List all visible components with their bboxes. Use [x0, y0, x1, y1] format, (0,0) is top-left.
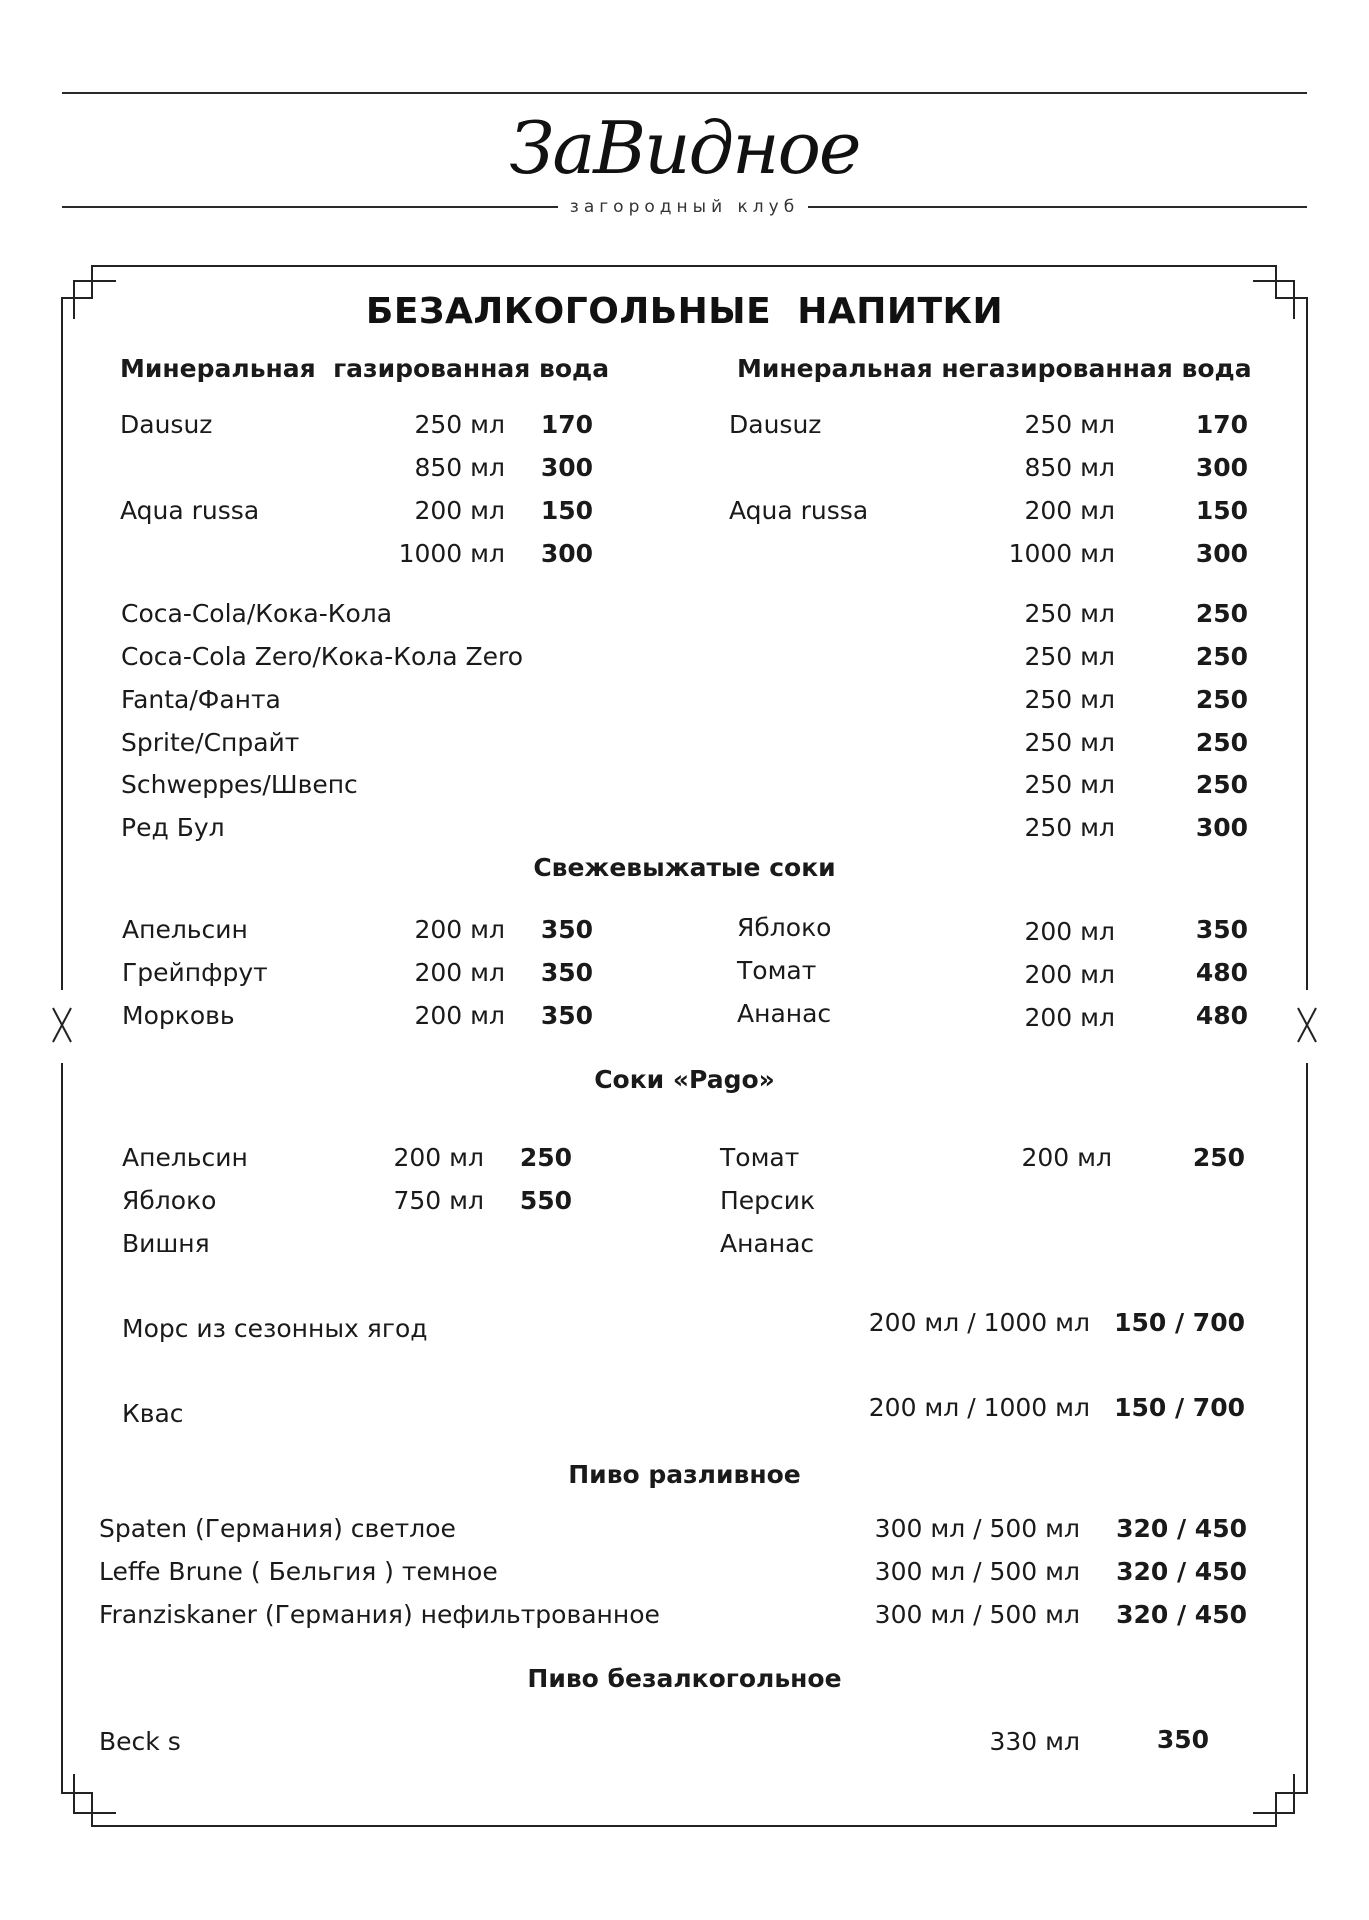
item-volume: 200 мл — [1024, 960, 1115, 989]
item-volume: 850 мл — [1024, 453, 1115, 482]
item-price: 320 / 450 — [1116, 1600, 1247, 1629]
item-name: Franziskaner (Германия) нефильтрованное — [99, 1600, 660, 1629]
item-volume: 200 мл — [393, 1143, 484, 1172]
item-volume: 300 мл / 500 мл — [874, 1514, 1080, 1543]
page-title: БЕЗАЛКОГОЛЬНЫЕ НАПИТКИ — [365, 291, 1004, 332]
item-name: Томат — [720, 1143, 800, 1172]
item-volume: 200 мл — [1024, 917, 1115, 946]
item-price: 550 — [519, 1186, 572, 1215]
item-name: Яблоко — [737, 913, 832, 942]
item-price: 170 — [1195, 410, 1248, 439]
heading-pago-juices: Соки «Pago» — [594, 1065, 775, 1094]
item-volume: 250 мл — [1024, 599, 1115, 628]
frame-lower-outline — [62, 1063, 1307, 1826]
side-ornament-left-icon — [53, 1008, 71, 1042]
item-volume: 250 мл — [1024, 728, 1115, 757]
item-volume: 330 мл — [989, 1727, 1080, 1756]
item-volume: 200 мл — [1021, 1143, 1112, 1172]
club-logo: ЗаВидное — [509, 106, 860, 190]
item-volume: 250 мл — [1024, 410, 1115, 439]
item-volume: 1000 мл — [1008, 539, 1115, 568]
item-price: 300 — [1195, 813, 1248, 842]
item-price: 350 — [540, 915, 593, 944]
item-price: 300 — [540, 453, 593, 482]
item-price: 480 — [1195, 958, 1248, 987]
heading-fresh-juices: Свежевыжатые соки — [533, 853, 836, 882]
item-name: Персик — [720, 1186, 816, 1215]
item-name: Грейпфрут — [122, 958, 268, 987]
heading-non-alcoholic-beer: Пиво безалкогольное — [527, 1664, 842, 1693]
item-name: Dausuz — [120, 410, 213, 439]
item-volume: 200 мл — [414, 1001, 505, 1030]
item-price: 300 — [1195, 453, 1248, 482]
item-name: Вишня — [122, 1229, 210, 1258]
item-price: 250 — [1195, 728, 1248, 757]
item-price: 350 — [540, 958, 593, 987]
item-name: Beck s — [99, 1727, 181, 1756]
item-price: 300 — [1195, 539, 1248, 568]
item-name: Sprite/Спрайт — [121, 728, 300, 757]
heading-draft-beer: Пиво разливное — [568, 1460, 801, 1489]
item-price: 250 — [1192, 1143, 1245, 1172]
side-ornament-right-icon — [1298, 1008, 1316, 1042]
item-volume: 200 мл — [414, 915, 505, 944]
item-price: 150 — [540, 496, 593, 525]
item-volume: 250 мл — [1024, 813, 1115, 842]
item-price: 250 — [519, 1143, 572, 1172]
club-subtitle: загородный клуб — [569, 197, 800, 217]
item-price: 250 — [1195, 770, 1248, 799]
item-name: Ананас — [737, 999, 832, 1028]
item-name: Морс из сезонных ягод — [122, 1314, 428, 1343]
item-name: Dausuz — [729, 410, 822, 439]
item-volume: 250 мл — [1024, 685, 1115, 714]
item-name: Aqua russa — [729, 496, 869, 525]
item-name: Coca-Cola Zero/Кока-Кола Zero — [121, 642, 524, 671]
item-volume: 200 мл — [414, 496, 505, 525]
item-volume: 750 мл — [393, 1186, 484, 1215]
item-price: 250 — [1195, 642, 1248, 671]
heading-sparkling-water: Минеральная газированная вода — [120, 354, 610, 383]
item-volume: 300 мл / 500 мл — [874, 1600, 1080, 1629]
item-name: Schweppes/Швепс — [121, 770, 358, 799]
item-volume: 200 мл / 1000 мл — [868, 1393, 1090, 1422]
item-price: 300 — [540, 539, 593, 568]
item-volume: 250 мл — [414, 410, 505, 439]
item-price: 480 — [1195, 1001, 1248, 1030]
item-volume: 200 мл — [1024, 496, 1115, 525]
item-price: 150 — [1195, 496, 1248, 525]
item-name: Aqua russa — [120, 496, 260, 525]
heading-still-water: Минеральная негазированная вода — [737, 354, 1252, 383]
item-name: Spaten (Германия) светлое — [99, 1514, 456, 1543]
item-volume: 250 мл — [1024, 642, 1115, 671]
item-volume: 200 мл / 1000 мл — [868, 1308, 1090, 1337]
item-price: 350 — [1195, 915, 1248, 944]
item-volume: 200 мл — [414, 958, 505, 987]
item-name: Морковь — [122, 1001, 235, 1030]
item-price: 350 — [540, 1001, 593, 1030]
item-name: Ред Бул — [121, 813, 225, 842]
item-price: 170 — [540, 410, 593, 439]
item-volume: 200 мл — [1024, 1003, 1115, 1032]
item-price: 150 / 700 — [1114, 1308, 1245, 1337]
item-volume: 300 мл / 500 мл — [874, 1557, 1080, 1586]
item-name: Leffe Brune ( Бельгия ) темное — [99, 1557, 498, 1586]
item-price: 350 — [1156, 1725, 1209, 1754]
item-volume: 1000 мл — [398, 539, 505, 568]
item-name: Томат — [737, 956, 817, 985]
item-price: 320 / 450 — [1116, 1557, 1247, 1586]
item-name: Апельсин — [122, 915, 248, 944]
item-name: Квас — [122, 1399, 184, 1428]
item-price: 320 / 450 — [1116, 1514, 1247, 1543]
item-name: Апельсин — [122, 1143, 248, 1172]
item-name: Ананас — [720, 1229, 815, 1258]
item-price: 150 / 700 — [1114, 1393, 1245, 1422]
item-price: 250 — [1195, 685, 1248, 714]
item-volume: 850 мл — [414, 453, 505, 482]
item-price: 250 — [1195, 599, 1248, 628]
item-name: Fanta/Фанта — [121, 685, 281, 714]
item-name: Coca-Cola/Кока-Кола — [121, 599, 393, 628]
item-name: Яблоко — [122, 1186, 217, 1215]
item-volume: 250 мл — [1024, 770, 1115, 799]
